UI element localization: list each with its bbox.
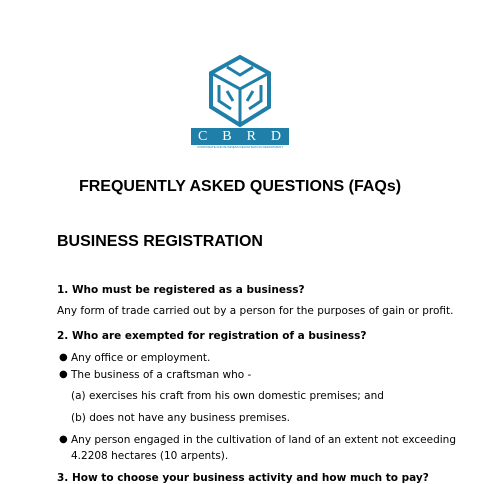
cbrd-logo	[191, 55, 289, 150]
logo-letters	[191, 128, 289, 145]
list-item-continuation: 4.2208 hectares (10 arpents).	[71, 450, 229, 462]
list-subitem: (a) exercises his craft from his own domestic premises; and	[71, 390, 384, 402]
bullet-icon: ●	[59, 369, 68, 380]
logo-letter: B	[222, 128, 233, 144]
section-title: BUSINESS REGISTRATION	[57, 233, 263, 250]
logo-caption: CORPORATE AND BUSINESS REGISTRATION DEPARTMENT	[196, 145, 284, 149]
question-3: 3. How to choose your business activity and how much to pay?	[57, 472, 429, 484]
page-title: FREQUENTLY ASKED QUESTIONS (FAQs)	[78, 178, 402, 195]
question-2: 2. Who are exempted for registration of a business?	[57, 330, 367, 342]
cube-emblem-icon	[207, 55, 273, 127]
list-subitem: (b) does not have any business premises.	[71, 412, 291, 424]
answer-1: Any form of trade carried out by a person for the purposes of gain or profit.	[57, 305, 454, 317]
list-item: Any person engaged in the cultivation of land of an extent not exceeding	[71, 434, 456, 446]
bullet-icon: ●	[59, 434, 68, 445]
bullet-icon: ●	[59, 352, 68, 363]
list-item: The business of a craftsman who -	[71, 369, 252, 381]
logo-letter: D	[270, 128, 282, 144]
logo-letter: C	[197, 128, 209, 144]
list-item: Any office or employment.	[71, 352, 211, 364]
question-1: 1. Who must be registered as a business?	[57, 284, 305, 296]
logo-letter: R	[246, 128, 257, 144]
